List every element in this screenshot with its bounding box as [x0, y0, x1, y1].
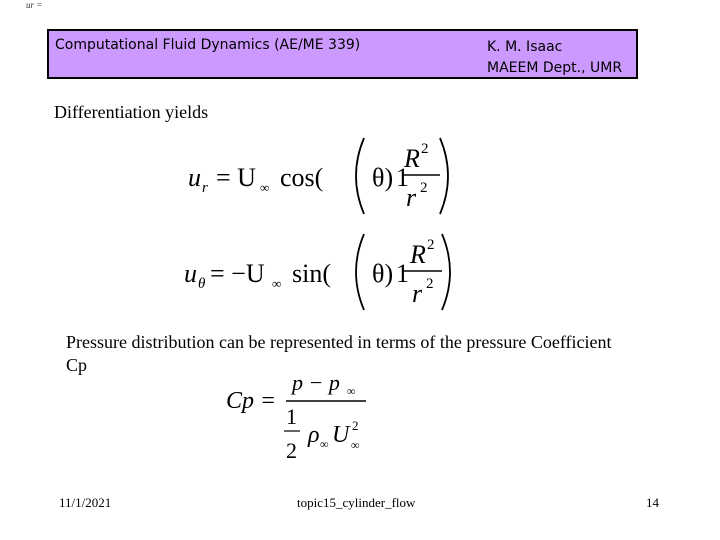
pressure-text: Pressure distribution can be represented in terms of the pressure Coefficient Cp [66, 332, 612, 375]
utheta-den-exp: 2 [426, 276, 434, 292]
utheta-theta: θ) [372, 259, 394, 288]
ur-den: r [406, 183, 417, 212]
ur-den-exp: 2 [420, 180, 428, 196]
ur-num: R [404, 144, 420, 173]
course-title: Computational Fluid Dynamics (AE/ME 339) [55, 37, 361, 53]
cp-u: U [332, 422, 350, 448]
equation-utheta [180, 230, 460, 316]
footer-page-number: 14 [646, 495, 659, 510]
ur-lhs-var: u [188, 163, 201, 192]
cp-lhs: Cp = [226, 388, 277, 414]
author-name: K. M. Isaac [487, 39, 563, 55]
cp-num: p − p [292, 370, 340, 395]
utheta-lhs-sub: θ [198, 276, 206, 292]
ur-one: 1 [396, 163, 409, 192]
utheta-num-exp: 2 [427, 237, 435, 253]
utheta-one: 1 [396, 259, 409, 288]
ur-left-paren [356, 138, 364, 214]
utheta-den: r [412, 279, 423, 308]
footer-topic: topic15_cylinder_flow [297, 495, 416, 510]
equation-ur [180, 134, 460, 220]
ur-num-exp: 2 [421, 141, 429, 157]
intro-text: Differentiation yields [54, 102, 209, 122]
utheta-rhs-prefix: = −U [210, 259, 265, 288]
utheta-func: sin( [292, 259, 331, 288]
utheta-rhs-sub: ∞ [272, 276, 282, 291]
cp-den-two: 2 [286, 438, 297, 463]
ur-right-paren [440, 138, 448, 214]
ur-theta: θ) [372, 163, 394, 192]
corner-label: ur = [26, 0, 43, 10]
author-block [487, 37, 622, 79]
ur-lhs-sub: r [202, 180, 208, 196]
ur-func: cos( [280, 163, 324, 192]
ur-rhs-prefix: = U [216, 163, 256, 192]
cp-u-sub: ∞ [351, 438, 360, 452]
slide-header [47, 29, 638, 79]
cp-den-one: 1 [286, 404, 297, 429]
utheta-left-paren [356, 234, 364, 310]
ur-rhs-sub: ∞ [260, 180, 270, 195]
cp-u-exp: 2 [352, 418, 359, 433]
cp-rho: ρ [308, 422, 320, 448]
footer-date: 11/1/2021 [59, 495, 112, 510]
utheta-num: R [410, 240, 426, 269]
cp-rho-sub: ∞ [320, 437, 329, 451]
department-name: MAEEM Dept., UMR [487, 60, 623, 76]
equation-cp [222, 370, 382, 466]
utheta-right-paren [442, 234, 450, 310]
cp-num-sub: ∞ [347, 384, 356, 398]
utheta-lhs-var: u [184, 259, 197, 288]
